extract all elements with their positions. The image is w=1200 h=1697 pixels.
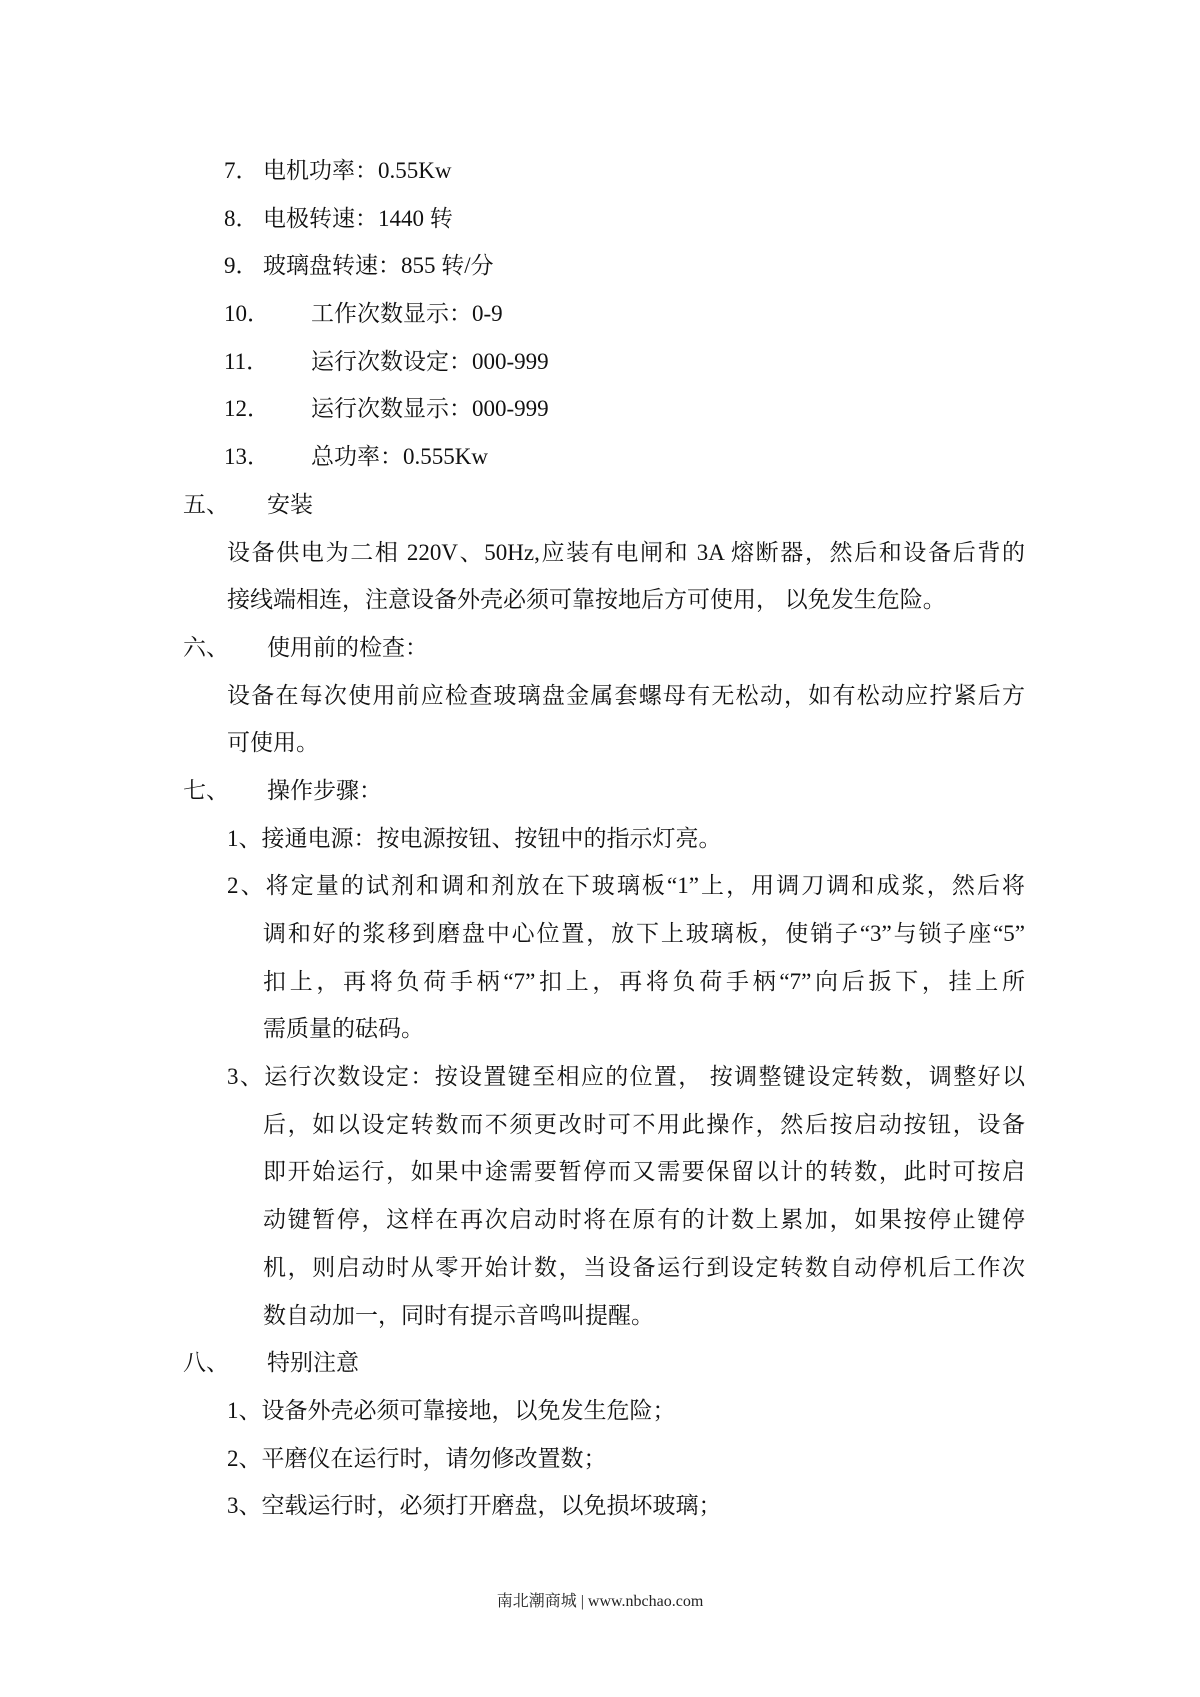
line-text: 1、接通电源：按电源按钮、按钮中的指示灯亮。 [227, 825, 722, 851]
line-text: 数自动加一，同时有提示音鸣叫提醒。 [263, 1302, 654, 1328]
item-text: 运行次数设定：000-999 [311, 348, 549, 374]
section-heading [0, 481, 1200, 529]
list-item [0, 815, 1200, 863]
item-text: 运行次数显示：000-999 [311, 396, 549, 422]
list-item-continuation [0, 1005, 1200, 1053]
spec-item [0, 147, 1200, 195]
line-text: 接线端相连，注意设备外壳必须可靠按地后方可使用， 以免发生危险。 [227, 587, 946, 613]
line-text: 扣上，再将负荷手柄“7”扣上，再将负荷手柄“7”向后扳下，挂上所 [263, 968, 1025, 994]
list-item-continuation [0, 1101, 1200, 1149]
spec-item [0, 290, 1200, 338]
paragraph-line [0, 672, 1200, 720]
line-text: 可使用。 [227, 730, 319, 756]
line-text: 机，则启动时从零开始计数，当设备运行到设定转数自动停机后工作次 [263, 1254, 1025, 1280]
item-text: 电机功率：0.55Kw [263, 158, 452, 183]
document-body [0, 147, 1200, 1530]
list-item-continuation [0, 958, 1200, 1006]
item-text: 电极转速：1440 转 [263, 205, 453, 231]
list-item [0, 1387, 1200, 1435]
section-number: 七、 [183, 777, 229, 803]
section-title: 操作步骤： [267, 777, 382, 803]
list-item [0, 1435, 1200, 1483]
spec-item [0, 242, 1200, 290]
line-text: 设备在每次使用前应检查玻璃盘金属套螺母有无松动，如有松动应拧紧后方 [227, 682, 1025, 708]
list-item-continuation [0, 1148, 1200, 1196]
item-text: 工作次数显示：0-9 [311, 301, 503, 327]
line-text: 即开始运行，如果中途需要暂停而又需要保留以计的转数，此时可按启 [263, 1159, 1025, 1185]
list-item-continuation [0, 1244, 1200, 1292]
paragraph-line [0, 719, 1200, 767]
item-text: 总功率：0.555Kw [311, 444, 488, 470]
spec-item [0, 385, 1200, 433]
line-text: 需质量的砝码。 [263, 1016, 424, 1042]
line-text: 3、空载运行时，必须打开磨盘，以免损坏玻璃； [227, 1493, 722, 1519]
list-item [0, 862, 1200, 910]
item-number: 12． [224, 396, 270, 422]
section-number: 六、 [183, 634, 229, 660]
line-text: 调和好的浆移到磨盘中心位置，放下上玻璃板，使销子“3”与锁子座“5” [263, 921, 1025, 946]
section-heading [0, 1339, 1200, 1387]
item-number: 11． [224, 348, 270, 374]
section-title: 安装 [267, 491, 313, 517]
section-heading [0, 624, 1200, 672]
section-heading [0, 767, 1200, 815]
footer-watermark: 南北潮商城 | www.nbchao.com [496, 1593, 704, 1610]
list-item-continuation [0, 1292, 1200, 1340]
list-item-continuation [0, 1196, 1200, 1244]
item-number: 9． [224, 253, 259, 279]
line-text: 动键暂停，这样在再次启动时将在原有的计数上累加，如果按停止键停 [263, 1207, 1025, 1233]
line-text: 1、设备外壳必须可靠接地，以免发生危险； [227, 1397, 676, 1423]
section-number: 五、 [183, 491, 229, 517]
section-number: 八、 [183, 1350, 229, 1376]
item-number: 7． [224, 158, 259, 183]
line-text: 设备供电为二相 220V、50Hz,应装有电闸和 3A 熔断器，然后和设备后背的 [227, 539, 1025, 565]
paragraph-line [0, 576, 1200, 624]
spec-item [0, 433, 1200, 481]
item-text: 玻璃盘转速：855 转/分 [263, 253, 494, 279]
list-item [0, 1482, 1200, 1530]
list-item-continuation [0, 910, 1200, 958]
spec-item [0, 338, 1200, 386]
item-number: 13． [224, 444, 270, 470]
line-text: 3、运行次数设定：按设置键至相应的位置， 按调整键设定转数，调整好以 [227, 1064, 1025, 1090]
paragraph-line [0, 529, 1200, 577]
item-number: 8． [224, 205, 259, 231]
spec-item [0, 195, 1200, 243]
section-title: 使用前的检查： [267, 634, 428, 660]
item-number: 10． [224, 301, 270, 327]
line-text: 2、将定量的试剂和调和剂放在下玻璃板“1”上，用调刀调和成浆，然后将 [227, 873, 1025, 899]
line-text: 2、平磨仪在运行时，请勿修改置数； [227, 1445, 607, 1471]
list-item [0, 1053, 1200, 1101]
section-title: 特别注意 [267, 1350, 359, 1376]
line-text: 后，如以设定转数而不须更改时可不用此操作，然后按启动按钮，设备 [263, 1111, 1025, 1137]
